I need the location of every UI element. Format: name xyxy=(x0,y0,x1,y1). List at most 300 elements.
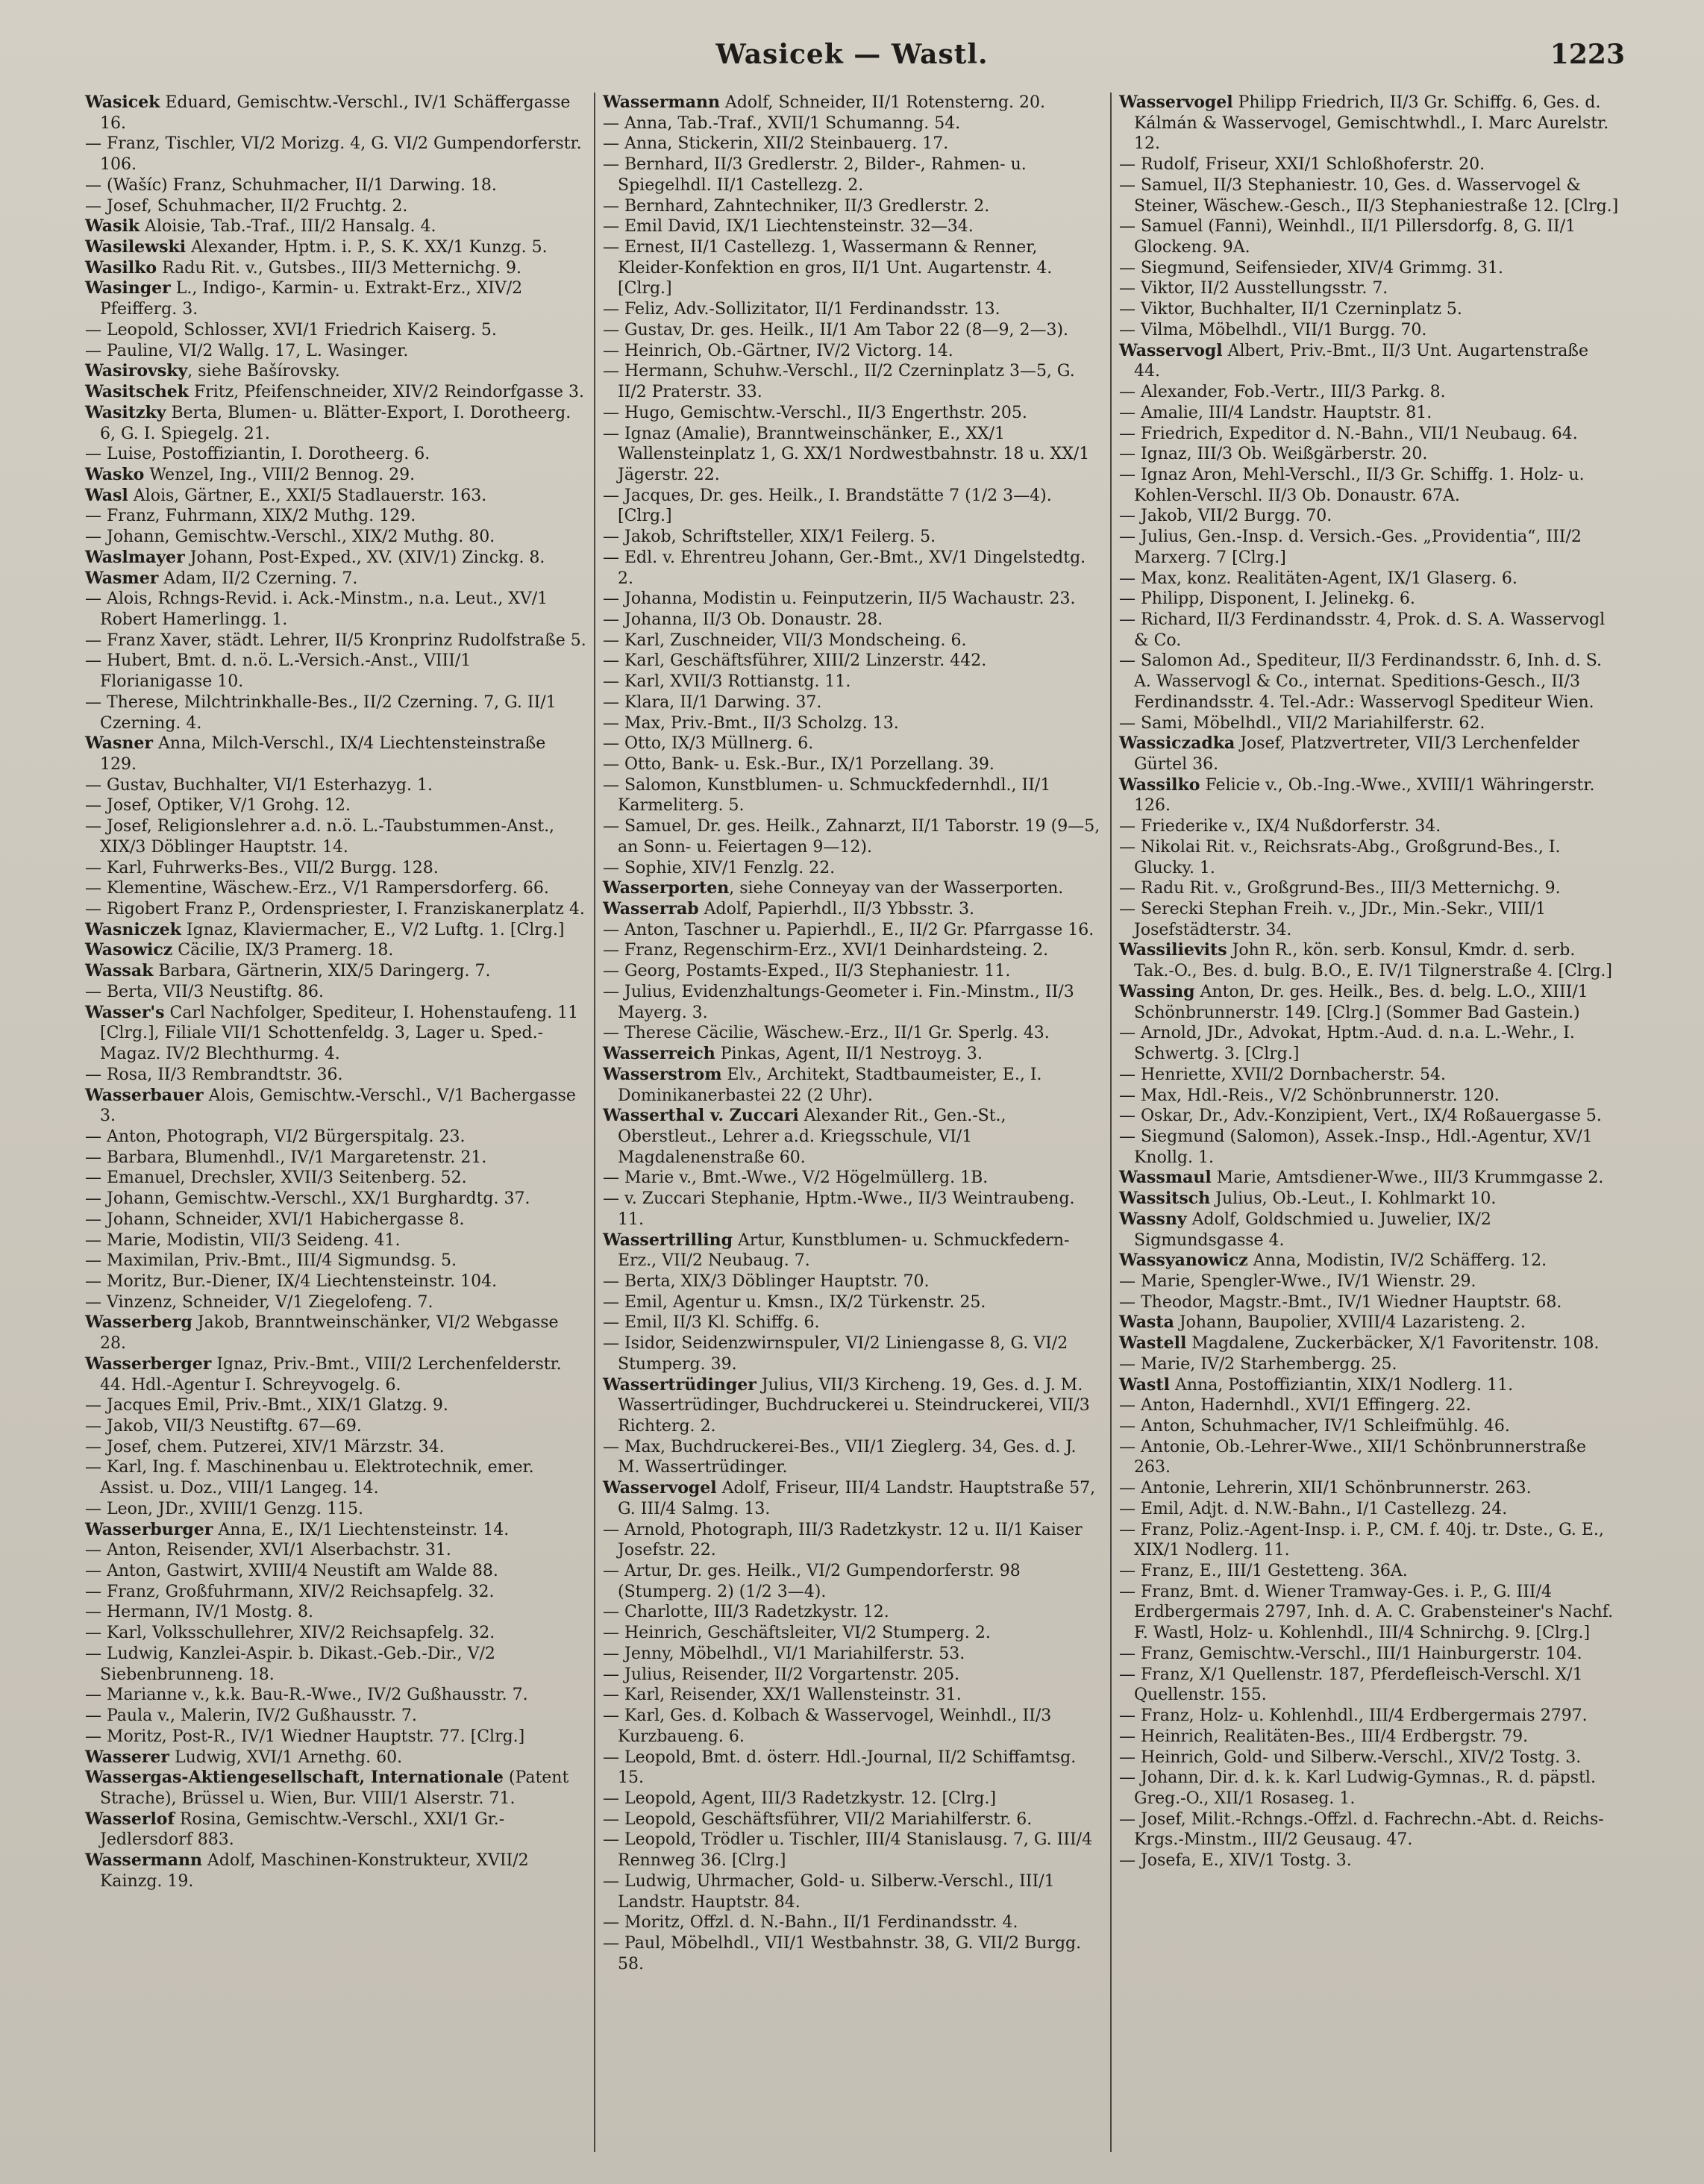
entry-text: Eduard, Gemischtw.-Verschl., IV/1 Schäffergasse 16. xyxy=(100,93,571,133)
entry-text: Radu Rit. v., Gutsbes., III/3 Metternichg. 9. xyxy=(157,258,521,278)
entry-surname: Wasitzky xyxy=(85,402,166,422)
entry-text: — Artur, Dr. ges. Heilk., VI/2 Gumpendorferstr. 98 (Stumperg. 2) (1/2 3—4). xyxy=(603,1562,1021,1601)
directory-entry xyxy=(85,899,586,920)
entry-text: — Anton, Gastwirt, XVIII/4 Neustift am Walde 88. xyxy=(85,1562,498,1581)
entry-surname: Wasser's xyxy=(85,1002,165,1022)
directory-entry xyxy=(603,982,1103,1023)
entry-text: — Emanuel, Drechsler, XVII/3 Seitenberg. 52. xyxy=(85,1168,467,1188)
directory-entry xyxy=(85,465,586,486)
directory-entry xyxy=(603,1023,1103,1044)
entry-text: — Max, Buchdruckerei-Bes., VII/1 Zieglerg. 34, Ges. d. J. M. Wassertrüdinger. xyxy=(603,1437,1077,1477)
entry-text: Adolf, Maschinen-Konstrukteur, XVII/2 Kainzg. 19. xyxy=(100,1851,529,1891)
directory-entry xyxy=(85,1312,586,1354)
entry-text: (Patent Strache), Brüssel u. Wien, Bur. VIII/1 Alserstr. 71. xyxy=(100,1768,569,1808)
entry-text: — Julius, Reisender, II/2 Vorgartenstr. 205. xyxy=(603,1665,960,1684)
entry-text: — Anton, Reisender, XVI/1 Alserbachstr. 31. xyxy=(85,1541,451,1560)
directory-entry xyxy=(85,196,586,217)
entry-text: — Theodor, Magstr.-Bmt., IV/1 Wiedner Hauptstr. 68. xyxy=(1119,1292,1562,1312)
directory-entry xyxy=(603,961,1103,982)
entry-surname: Wastl xyxy=(1119,1374,1170,1395)
directory-entry xyxy=(85,93,586,134)
directory-entry xyxy=(85,733,586,775)
entry-text: — Karl, Geschäftsführer, XIII/2 Linzerstr. 442. xyxy=(603,651,987,671)
directory-entry xyxy=(85,527,586,548)
entry-text: — Hermann, Schuhw.-Verschl., II/2 Czerninplatz 3—5, G. II/2 Praterstr. 33. xyxy=(603,362,1075,402)
directory-entry xyxy=(85,1437,586,1458)
entry-surname: Wasitschek xyxy=(85,382,189,402)
entry-text: — Ignaz (Amalie), Branntweinschänker, E., XX/1 Wallensteinplatz 1, G. XX/1 Nordwestbahnstr. 18 u. XX/1 Jägerstr. 22. xyxy=(603,424,1090,484)
directory-entry xyxy=(85,1561,586,1582)
directory-entry xyxy=(1119,589,1619,610)
entry-text: — Karl, Reisender, XX/1 Wallensteinstr. 31. xyxy=(603,1686,962,1705)
entry-text: Adolf, Goldschmied u. Juwelier, IX/2 Sigmundsgasse 4. xyxy=(1134,1210,1491,1250)
entry-text: Berta, Blumen- u. Blätter-Export, I. Dorotheerg. 6, G. I. Spiegelg. 21. xyxy=(100,403,571,443)
directory-entry xyxy=(1119,382,1619,403)
directory-entry xyxy=(603,1809,1103,1830)
entry-text: — Franz, Fuhrmann, XIX/2 Muthg. 129. xyxy=(85,507,416,526)
entry-text: — Amalie, III/4 Landstr. Hauptstr. 81. xyxy=(1119,403,1432,422)
entry-text: — Karl, Ing. f. Maschinenbau u. Elektrotechnik, emer. Assist. u. Doz., VIII/1 Langeg. 14. xyxy=(85,1458,534,1498)
entry-surname: Wasserberg xyxy=(85,1312,192,1333)
directory-entry xyxy=(603,154,1103,195)
directory-entry xyxy=(85,237,586,258)
directory-entry xyxy=(603,1044,1103,1065)
entry-text: — Ludwig, Uhrmacher, Gold- u. Silberw.-Verschl., III/1 Landstr. Hauptstr. 84. xyxy=(603,1871,1055,1912)
entry-text: Felicie v., Ob.-Ing.-Wwe., XVIII/1 Währingerstr. 126. xyxy=(1134,775,1595,816)
directory-entry xyxy=(603,237,1103,299)
directory-entry xyxy=(85,548,586,569)
entry-text: — Georg, Postamts-Exped., II/3 Stephaniestr. 11. xyxy=(603,962,1011,981)
entry-text: — Anton, Hadernhdl., XVI/1 Effingerg. 22. xyxy=(1119,1396,1471,1415)
entry-text: Albert, Priv.-Bmt., II/3 Unt. Augartenstraße 44. xyxy=(1134,341,1589,381)
entry-text: — Marie, IV/2 Starhembergg. 25. xyxy=(1119,1354,1397,1374)
entry-text: — Nikolai Rit. v., Reichsrats-Abg., Großgrund-Bes., I. Glucky. 1. xyxy=(1119,837,1561,877)
entry-text: Josef, Platzvertreter, VII/3 Lerchenfelder Gürtel 36. xyxy=(1134,734,1579,774)
entry-text: Jakob, Branntweinschänker, VI/2 Webgasse 28. xyxy=(100,1313,559,1354)
directory-entry xyxy=(1119,341,1619,382)
directory-entry xyxy=(85,775,586,796)
entry-text: — Antonie, Ob.-Lehrer-Wwe., XII/1 Schönbrunnerstraße 263. xyxy=(1119,1437,1586,1477)
directory-entry xyxy=(603,527,1103,548)
entry-text: — Heinrich, Realitäten-Bes., III/4 Erdbergstr. 79. xyxy=(1119,1727,1529,1746)
entry-text: — Johann, Gemischtw.-Verschl., XX/1 Burghardtg. 37. xyxy=(85,1189,530,1209)
directory-entry xyxy=(85,216,586,237)
directory-entry xyxy=(603,486,1103,527)
directory-entry xyxy=(85,1520,586,1541)
directory-entry xyxy=(1119,1023,1619,1064)
directory-entry xyxy=(85,1127,586,1148)
directory-entry xyxy=(85,961,586,982)
directory-entry xyxy=(603,878,1103,899)
entry-surname: Wasniczek xyxy=(85,919,181,939)
entry-text: — Franz, X/1 Quellenstr. 187, Pferdefleisch-Verschl. X/1 Quellenstr. 155. xyxy=(1119,1665,1583,1705)
entry-text: — Emil, Agentur u. Kmsn., IX/2 Türkenstr. 25. xyxy=(603,1292,986,1312)
directory-entry xyxy=(603,651,1103,672)
directory-entry xyxy=(1119,1437,1619,1478)
directory-entry xyxy=(1119,1127,1619,1168)
entry-text: — Barbara, Blumenhdl., IV/1 Margaretenstr. 21. xyxy=(85,1148,487,1167)
entry-text: — Oskar, Dr., Adv.-Konzipient, Vert., IX/4 Roßauergasse 5. xyxy=(1119,1107,1602,1126)
entry-text: Ignaz, Klaviermacher, E., V/2 Luftg. 1. [Clrg.] xyxy=(181,920,565,939)
entry-text: — Anton, Taschner u. Papierhdl., E., II/2 Gr. Pfarrgasse 16. xyxy=(603,920,1094,939)
directory-entry xyxy=(1119,1354,1619,1375)
entry-surname: Wasserstrom xyxy=(603,1064,722,1084)
directory-entry xyxy=(603,1871,1103,1912)
directory-entry xyxy=(85,1768,586,1809)
entry-text: Anton, Dr. ges. Heilk., Bes. d. belg. L.O., XIII/1 Schönbrunnerstr. 149. [Clrg.] (Sommer Bad Gastein.) xyxy=(1134,982,1588,1022)
directory-entry xyxy=(85,341,586,362)
directory-entry xyxy=(85,1747,586,1768)
entry-text: — Leon, JDr., XVIII/1 Genzg. 115. xyxy=(85,1499,363,1518)
directory-entry xyxy=(1119,1727,1619,1747)
entry-text: — Franz, Bmt. d. Wiener Tramway-Ges. i. P., G. III/4 Erdbergermais 2797, Inh. d. A. C. Grabensteiner's Nachf. F. Wastl, Holz- u. Kohlenhdl., III/4 Schnirchg. 9. [Clrg.] xyxy=(1119,1582,1614,1643)
entry-text: — Heinrich, Ob.-Gärtner, IV/2 Victorg. 14. xyxy=(603,341,953,360)
entry-text: — Franz, Poliz.-Agent-Insp. i. P., CM. f. 40j. tr. Dste., G. E., XIX/1 Nodlerg. 11. xyxy=(1119,1520,1604,1560)
entry-text: Carl Nachfolger, Spediteur, I. Hohenstaufeng. 11 [Clrg.], Filiale VII/1 Schottenfeldg. 3, Lager u. Sped.-Magaz. IV/2 Blechthurmg. 4. xyxy=(100,1003,579,1064)
directory-entry xyxy=(85,1706,586,1727)
directory-entry xyxy=(1119,1395,1619,1416)
entry-text: — Therese, Milchtrinkhalle-Bes., II/2 Czerning. 7, G. II/1 Czerning. 4. xyxy=(85,692,557,733)
entry-text: — Jakob, VII/3 Neustiftg. 67—69. xyxy=(85,1417,362,1436)
directory-entry xyxy=(603,713,1103,734)
entry-text: Wenzel, Ing., VIII/2 Bennog. 29. xyxy=(144,465,416,484)
directory-entry xyxy=(1119,1065,1619,1086)
entry-text: — Gustav, Dr. ges. Heilk., II/1 Am Tabor 22 (8—9, 2—3). xyxy=(603,320,1069,340)
directory-entry xyxy=(1119,506,1619,527)
entry-surname: Wassermann xyxy=(85,1850,202,1871)
directory-entry xyxy=(603,1333,1103,1374)
entry-text: — Luise, Postoffiziantin, I. Dorotheerg. 6. xyxy=(85,445,430,464)
entry-text: — Rigobert Franz P., Ordenspriester, I. Franziskanerplatz 4. xyxy=(85,900,585,919)
entry-surname: Wasserberger xyxy=(85,1354,212,1374)
column-2 xyxy=(594,93,1110,2152)
directory-entry xyxy=(1119,1665,1619,1706)
directory-entry xyxy=(603,589,1103,610)
directory-entry xyxy=(85,1065,586,1086)
directory-entry xyxy=(603,1933,1103,1974)
directory-entry xyxy=(603,940,1103,961)
directory-entry xyxy=(85,1499,586,1520)
entry-surname: Wassny xyxy=(1119,1209,1187,1229)
entry-text: — Henriette, XVII/2 Dornbacherstr. 54. xyxy=(1119,1065,1446,1084)
entry-text: — Max, Priv.-Bmt., II/3 Scholzg. 13. xyxy=(603,713,899,733)
directory-entry xyxy=(85,1003,586,1065)
entry-text: — Josef, Schuhmacher, II/2 Fruchtg. 2. xyxy=(85,196,408,216)
entry-text: — Leopold, Trödler u. Tischler, III/4 Stanislausg. 7, G. III/4 Rennweg 36. [Clrg.] xyxy=(603,1830,1093,1871)
entry-text: — Sophie, XIV/1 Fenzlg. 22. xyxy=(603,858,836,877)
entry-text: — Bernhard, Zahntechniker, II/3 Gredlerstr. 2. xyxy=(603,196,990,216)
directory-entry xyxy=(1119,1086,1619,1107)
directory-entry xyxy=(603,216,1103,237)
directory-entry xyxy=(1119,424,1619,445)
entry-text: — Josef, Religionslehrer a.d. n.ö. L.-Taubstummen-Anst., XIX/3 Döblinger Hauptstr. 14. xyxy=(85,817,555,857)
entry-surname: Wasservogel xyxy=(603,1478,717,1498)
directory-entry xyxy=(1119,1499,1619,1520)
directory-entry xyxy=(1119,1312,1619,1333)
entry-text: — Therese Cäcilie, Wäschew.-Erz., II/1 Gr. Sperlg. 43. xyxy=(603,1024,1050,1043)
directory-entry xyxy=(1119,1706,1619,1727)
directory-entry xyxy=(603,1602,1103,1623)
entry-text: — Leopold, Geschäftsführer, VII/2 Mariahilferstr. 6. xyxy=(603,1809,1033,1829)
directory-entry xyxy=(85,1685,586,1706)
directory-entry xyxy=(603,361,1103,402)
entry-text: — Arnold, JDr., Advokat, Hptm.-Aud. d. n.a. L.-Wehr., I. Schwertg. 3. [Clrg.] xyxy=(1119,1024,1575,1064)
entry-surname: Wassmaul xyxy=(1119,1168,1212,1188)
directory-entry xyxy=(1119,1416,1619,1437)
directory-entry xyxy=(1119,403,1619,424)
entry-text: — Siegmund (Salomon), Assek.-Insp., Hdl.-Agentur, XV/1 Knollg. 1. xyxy=(1119,1127,1593,1167)
entry-text: — Isidor, Seidenzwirnspuler, VI/2 Liniengasse 8, G. VI/2 Stumperg. 39. xyxy=(603,1334,1068,1374)
entry-text: — Viktor, II/2 Ausstellungsstr. 7. xyxy=(1119,279,1388,298)
directory-entry xyxy=(85,1644,586,1685)
directory-entry xyxy=(603,775,1103,816)
directory-entry xyxy=(1119,878,1619,899)
directory-entry xyxy=(85,1148,586,1168)
directory-entry xyxy=(85,1271,586,1292)
entry-surname: Wasserbauer xyxy=(85,1085,204,1105)
directory-entry xyxy=(85,1189,586,1210)
directory-entry xyxy=(1119,320,1619,341)
directory-entry xyxy=(85,795,586,816)
entry-text: — Karl, XVII/3 Rottianstg. 11. xyxy=(603,672,851,692)
entry-text: — Max, Hdl.-Reis., V/2 Schönbrunnerstr. 120. xyxy=(1119,1086,1500,1105)
entry-text: — Josefa, E., XIV/1 Tostg. 3. xyxy=(1119,1851,1352,1871)
entry-text: Aloisie, Tab.-Traf., III/2 Hansalg. 4. xyxy=(140,217,436,237)
entry-text: , siehe Conneyay van der Wasserporten. xyxy=(729,879,1064,898)
entry-text: — Marianne v., k.k. Bau-R.-Wwe., IV/2 Gußhausstr. 7. xyxy=(85,1686,528,1705)
entry-text: Barbara, Gärtnerin, XIX/5 Daringerg. 7. xyxy=(153,962,491,981)
entry-text: — Franz, E., III/1 Gestetteng. 36A. xyxy=(1119,1562,1408,1581)
entry-text: Elv., Architekt, Stadtbaumeister, E., I. Dominikanerbastei 22 (2 Uhr). xyxy=(618,1065,1042,1105)
entry-surname: Wasserburger xyxy=(85,1519,213,1539)
entry-surname: Wassergas-Aktiengesellschaft, Internationale xyxy=(85,1768,504,1788)
entry-text: — Bernhard, II/3 Gredlerstr. 2, Bilder-, Rahmen- u. Spiegelhdl. II/1 Castellezg. 2. xyxy=(603,155,1027,195)
entry-text: — Emil, II/3 Kl. Schiffg. 6. xyxy=(603,1313,820,1333)
directory-entry xyxy=(85,1292,586,1313)
entry-surname: Wasta xyxy=(1119,1312,1174,1333)
entry-text: — Jakob, VII/2 Burgg. 70. xyxy=(1119,507,1332,526)
directory-entry xyxy=(85,816,586,857)
entry-text: — Berta, XIX/3 Döblinger Hauptstr. 70. xyxy=(603,1271,930,1291)
directory-entry xyxy=(603,1478,1103,1519)
directory-entry xyxy=(1119,1271,1619,1292)
entry-text: Rosina, Gemischtw.-Verschl., XXI/1 Gr.-Jedlersdorf 883. xyxy=(100,1809,505,1850)
entry-text: — Jacques Emil, Priv.-Bmt., XIX/1 Glatzg. 9. xyxy=(85,1396,448,1415)
entry-surname: Wasservogl xyxy=(1119,340,1223,360)
entry-text: — Johanna, II/3 Ob. Donaustr. 28. xyxy=(603,610,883,629)
entry-surname: Wasirovsky xyxy=(85,361,188,381)
entry-surname: Wassilko xyxy=(1119,775,1200,795)
directory-entry xyxy=(603,1561,1103,1602)
directory-entry xyxy=(85,692,586,733)
directory-entry xyxy=(1119,1809,1619,1850)
directory-entry xyxy=(1119,175,1619,216)
directory-entry xyxy=(603,93,1103,113)
entry-text: , siehe Bašírovsky. xyxy=(187,362,340,381)
entry-text: — Moritz, Bur.-Diener, IX/4 Liechtensteinstr. 104. xyxy=(85,1271,498,1291)
directory-entry xyxy=(85,1086,586,1127)
entry-surname: Wasserlof xyxy=(85,1809,175,1829)
directory-entry xyxy=(603,672,1103,692)
directory-entry xyxy=(603,816,1103,857)
entry-text: — Arnold, Photograph, III/3 Radetzkystr. 12 u. II/1 Kaiser Josefstr. 22. xyxy=(603,1520,1083,1560)
directory-entry xyxy=(1119,278,1619,299)
entry-text: — Moritz, Post-R., IV/1 Wiedner Hauptstr. 77. [Clrg.] xyxy=(85,1727,525,1746)
entry-text: — Salomon Ad., Spediteur, II/3 Ferdinandsstr. 6, Inh. d. S. A. Wasservogl & Co., internat. Speditions-Gesch., II/3 Ferdinandsstr. 4. Tel.-Adr.: Wasservogl Spediteur Wien. xyxy=(1119,651,1602,712)
directory-entry xyxy=(85,1251,586,1271)
entry-text: — Jenny, Möbelhdl., VI/1 Mariahilferstr. 53. xyxy=(603,1644,965,1663)
entry-text: — Emil David, IX/1 Liechtensteinstr. 32—34. xyxy=(603,217,974,237)
entry-text: — Siegmund, Seifensieder, XIV/4 Grimmg. 31. xyxy=(1119,258,1504,278)
page-header xyxy=(75,39,1629,84)
directory-entry xyxy=(603,920,1103,941)
directory-entry xyxy=(85,444,586,465)
entry-text: — Antonie, Lehrerin, XII/1 Schönbrunnerstr. 263. xyxy=(1119,1479,1532,1498)
entry-text: — Maximilan, Priv.-Bmt., III/4 Sigmundsg. 5. xyxy=(85,1251,457,1271)
directory-entry xyxy=(1119,733,1619,775)
entry-text: — Johann, Gemischtw.-Verschl., XIX/2 Muthg. 80. xyxy=(85,528,495,547)
column-3 xyxy=(1110,93,1626,2152)
directory-entry xyxy=(603,1312,1103,1333)
entry-surname: Wastell xyxy=(1119,1333,1187,1354)
directory-entry xyxy=(1119,569,1619,589)
entry-text: — Leopold, Bmt. d. österr. Hdl.-Journal, II/2 Schiffamtsg. 15. xyxy=(603,1747,1077,1788)
directory-entry xyxy=(603,899,1103,920)
directory-entry xyxy=(603,631,1103,651)
directory-entry xyxy=(603,134,1103,154)
directory-entry xyxy=(603,196,1103,217)
entry-surname: Wasowicz xyxy=(85,940,173,960)
directory-entry xyxy=(1119,1478,1619,1499)
entry-text: — Max, konz. Realitäten-Agent, IX/1 Glaserg. 6. xyxy=(1119,569,1517,588)
entry-text: Adolf, Papierhdl., II/3 Ybbsstr. 3. xyxy=(698,900,975,919)
entry-text: Anna, Modistin, IV/2 Schäfferg. 12. xyxy=(1247,1251,1547,1271)
directory-entry xyxy=(603,548,1103,589)
directory-entry xyxy=(1119,816,1619,837)
directory-entry xyxy=(603,1292,1103,1313)
directory-entry xyxy=(603,1830,1103,1871)
directory-entry xyxy=(1119,1251,1619,1271)
directory-entry xyxy=(85,589,586,630)
entry-text: Marie, Amtsdiener-Wwe., III/3 Krummgasse 2. xyxy=(1211,1168,1604,1188)
directory-entry xyxy=(1119,899,1619,940)
entry-surname: Wasik xyxy=(85,216,140,237)
directory-entry xyxy=(603,113,1103,134)
directory-entry xyxy=(85,1210,586,1230)
directory-entry xyxy=(603,299,1103,320)
directory-entry xyxy=(1119,154,1619,175)
directory-entry xyxy=(603,1520,1103,1561)
directory-entry xyxy=(85,1809,586,1850)
entry-text: — Karl, Zuschneider, VII/3 Mondscheing. 6. xyxy=(603,631,967,650)
entry-text: — Ernest, II/1 Castellezg. 1, Wassermann & Renner, Kleider-Konfektion en gros, II/1 Unt. Augartenstr. 4. [Clrg.] xyxy=(603,238,1053,298)
entry-surname: Wassitsch xyxy=(1119,1189,1211,1209)
entry-surname: Wassilievits xyxy=(1119,940,1227,960)
directory-entry xyxy=(1119,1850,1619,1871)
directory-entry xyxy=(603,1623,1103,1644)
entry-text: — Franz, Regenschirm-Erz., XVI/1 Deinhardsteing. 2. xyxy=(603,941,1049,960)
directory-entry xyxy=(85,1416,586,1437)
entry-text: — Rosa, II/3 Rembrandtstr. 36. xyxy=(85,1065,343,1084)
entry-surname: Wasl xyxy=(85,485,128,505)
directory-entry xyxy=(603,1106,1103,1168)
entry-surname: Waslmayer xyxy=(85,547,185,567)
directory-entry xyxy=(1119,1210,1619,1251)
entry-text: — Julius, Evidenzhaltungs-Geometer i. Fin.-Minstm., II/3 Mayerg. 3. xyxy=(603,982,1074,1022)
directory-entry xyxy=(85,320,586,341)
entry-text: — Vilma, Möbelhdl., VII/1 Burgg. 70. xyxy=(1119,320,1427,340)
directory-entry xyxy=(1119,837,1619,878)
directory-entry xyxy=(85,1354,586,1395)
directory-entry xyxy=(85,1727,586,1747)
entry-text: — Charlotte, III/3 Radetzkystr. 12. xyxy=(603,1603,889,1622)
entry-surname: Wassiczadka xyxy=(1119,733,1235,754)
entry-text: — Gustav, Buchhalter, VI/1 Esterhazyg. 1. xyxy=(85,775,433,795)
directory-entry xyxy=(85,982,586,1003)
entry-text: — Friederike v., IX/4 Nußdorferstr. 34. xyxy=(1119,817,1441,836)
entry-text: — Samuel, II/3 Stephaniestr. 10, Ges. d. Wasservogel & Steiner, Wäschew.-Gesch., II/3 Stephaniestraße 12. [Clrg.] xyxy=(1119,175,1619,216)
page-number: 1223 xyxy=(1550,39,1625,70)
directory-entry xyxy=(1119,527,1619,568)
entry-text: — Heinrich, Geschäftsleiter, VI/2 Stumperg. 2. xyxy=(603,1624,991,1643)
entry-text: — Franz, Tischler, VI/2 Morizg. 4, G. VI/2 Gumpendorferstr. 106. xyxy=(85,134,582,175)
directory-entry xyxy=(85,175,586,196)
directory-entry xyxy=(1119,775,1619,816)
entry-text: Anna, Postoffiziantin, XIX/1 Nodlerg. 11. xyxy=(1169,1375,1514,1395)
entry-text: — Klementine, Wäschew.-Erz., V/1 Rampersdorferg. 66. xyxy=(85,879,549,898)
entry-text: — Anna, Stickerin, XII/2 Steinbauerg. 17. xyxy=(603,134,949,154)
directory-entry xyxy=(603,1271,1103,1292)
entry-text: — Franz, Großfuhrmann, XIV/2 Reichsapfelg. 32. xyxy=(85,1582,495,1601)
entry-text: Alois, Gemischtw.-Verschl., V/1 Bachergasse 3. xyxy=(100,1086,576,1126)
directory-entry xyxy=(85,858,586,879)
directory-columns xyxy=(78,93,1626,2152)
entry-text: — Leopold, Agent, III/3 Radetzkystr. 12. [Clrg.] xyxy=(603,1789,997,1808)
entry-text: — Johann, Schneider, XVI/1 Habichergasse 8. xyxy=(85,1210,465,1229)
directory-entry xyxy=(85,382,586,403)
entry-text: — Otto, IX/3 Müllnerg. 6. xyxy=(603,734,814,754)
entry-text: — Josef, Milit.-Rchngs.-Offzl. d. Fachrechn.-Abt. d. Reichs-Krgs.-Minstm., III/2 Geusaug. 47. xyxy=(1119,1809,1604,1850)
entry-text: Ignaz, Priv.-Bmt., VIII/2 Lerchenfelderstr. 44. Hdl.-Agentur I. Schreyvogelg. 6. xyxy=(100,1354,562,1395)
entry-text: Artur, Kunstblumen- u. Schmuckfedern-Erz., VII/2 Neubaug. 7. xyxy=(618,1230,1070,1271)
entry-text: — Marie, Modistin, VII/3 Seideng. 41. xyxy=(85,1230,401,1250)
entry-surname: Wasko xyxy=(85,464,145,484)
entry-text: — Johanna, Modistin u. Feinputzerin, II/5 Wachaustr. 23. xyxy=(603,589,1076,609)
entry-text: — Karl, Fuhrwerks-Bes., VII/2 Burgg. 128. xyxy=(85,858,439,877)
directory-entry xyxy=(603,1375,1103,1437)
entry-text: — (Wašíc) Franz, Schuhmacher, II/1 Darwing. 18. xyxy=(85,175,497,195)
directory-entry xyxy=(1119,299,1619,320)
directory-entry xyxy=(603,858,1103,879)
entry-text: Anna, Milch-Verschl., IX/4 Liechtensteinstraße 129. xyxy=(100,734,546,774)
entry-text: L., Indigo-, Karmin- u. Extrakt-Erz., XIV/2 Pfeifferg. 3. xyxy=(100,279,523,319)
directory-entry xyxy=(1119,1768,1619,1809)
entry-text: — Heinrich, Gold- und Silberw.-Verschl., XIV/2 Tostg. 3. xyxy=(1119,1747,1582,1767)
entry-surname: Wasilko xyxy=(85,257,157,278)
entry-text: — Viktor, Buchhalter, II/1 Czerninplatz 5. xyxy=(1119,300,1462,319)
directory-entry xyxy=(1119,1561,1619,1582)
entry-text: Julius, VII/3 Kircheng. 19, Ges. d. J. M. Wassertrüdinger, Buchdruckerei u. Steindruckerei, VII/3 Richterg. 2. xyxy=(618,1375,1090,1436)
entry-text: — Franz Xaver, städt. Lehrer, II/5 Kronprinz Rudolfstraße 5. xyxy=(85,631,586,650)
entry-surname: Wassing xyxy=(1119,981,1195,1001)
entry-text: — Samuel, Dr. ges. Heilk., Zahnarzt, II/1 Taborstr. 19 (9—5, an Sonn- u. Feiertagen 9—12). xyxy=(603,817,1100,857)
entry-text: — Friedrich, Expeditor d. N.-Bahn., VII/1 Neubaug. 64. xyxy=(1119,424,1578,443)
directory-entry xyxy=(1119,1375,1619,1396)
entry-surname: Wasner xyxy=(85,733,154,754)
entry-text: — Serecki Stephan Freih. v., JDr., Min.-Sekr., VIII/1 Josefstädterstr. 34. xyxy=(1119,900,1547,939)
running-title: Wasicek — Wastl. xyxy=(715,39,989,70)
entry-text: Alexander Rit., Gen.-St., Oberstleut., Lehrer a.d. Kriegsschule, VI/1 Magdalenenstraße 60. xyxy=(618,1107,1006,1167)
